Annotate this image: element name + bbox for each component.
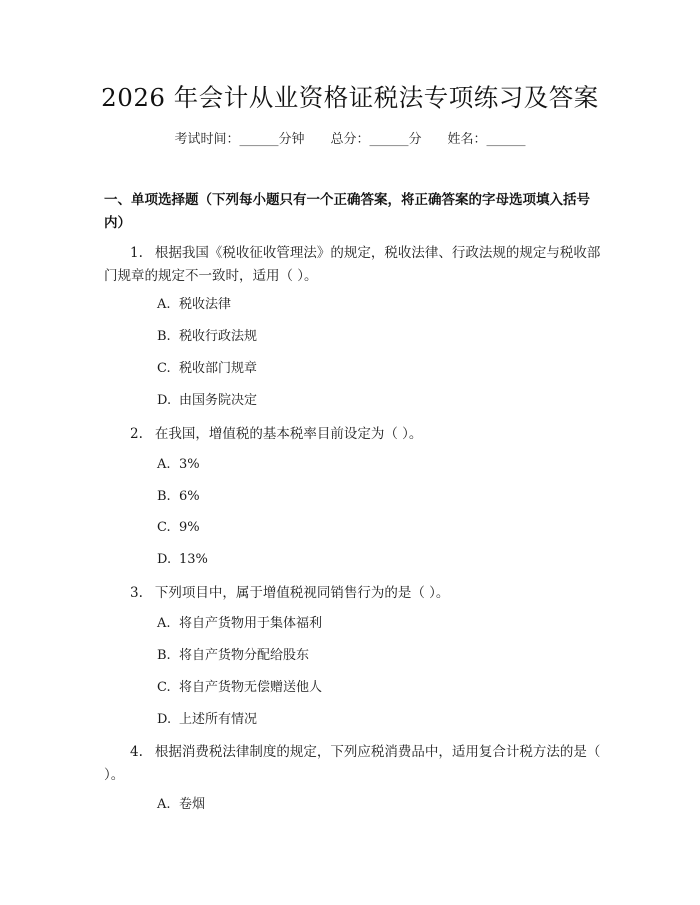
option-text: 税收部门规章 [179, 361, 258, 376]
answer-option [157, 487, 577, 507]
answer-option [157, 391, 577, 411]
option-letter: A. [157, 297, 171, 312]
option-text: 卷烟 [179, 797, 206, 812]
option-text: 将自产货物分配给股东 [179, 648, 310, 663]
option-letter: A. [157, 616, 171, 631]
option-text: 将自产货物无偿赠送他人 [179, 680, 323, 695]
answer-option [157, 646, 577, 666]
option-text: 上述所有情况 [179, 712, 258, 727]
option-text: 税收行政法规 [179, 329, 258, 344]
option-text: 6% [179, 489, 200, 504]
answer-option [157, 327, 577, 347]
answer-option [157, 295, 577, 315]
question-text: 下列项目中，属于增值税视同销售行为的是（ ）。 [154, 585, 450, 601]
option-letter: C. [157, 520, 171, 535]
option-letter: C. [157, 680, 171, 695]
answer-option [157, 710, 577, 730]
option-letter: B. [157, 648, 171, 663]
answer-option [157, 550, 577, 570]
question-text: 在我国，增值税的基本税率目前设定为（ ）。 [154, 426, 423, 442]
answer-option [157, 795, 577, 815]
exam-info [0, 130, 700, 150]
question-text: 根据消费税法律制度的规定，下列应税消费品中，适用复合计税方法的是（ ）。 [104, 744, 601, 783]
question [104, 423, 604, 446]
option-letter: D. [157, 712, 172, 727]
question-number: 3. [130, 585, 143, 601]
option-letter: A. [157, 797, 171, 812]
option-letter: C. [157, 361, 171, 376]
question [104, 242, 604, 288]
option-text: 将自产货物用于集体福利 [179, 616, 323, 631]
question-number: 1. [130, 245, 143, 261]
total-score: 总分：______分 [330, 132, 422, 147]
question [104, 741, 604, 787]
page-title: 2026 年会计从业资格证税法专项练习及答案 [101, 83, 599, 112]
student-name: 姓名：______ [447, 132, 526, 147]
option-letter: D. [157, 393, 172, 408]
exam-time: 考试时间：______分钟 [174, 132, 305, 147]
option-text: 9% [179, 520, 200, 535]
option-letter: B. [157, 489, 171, 504]
option-text: 13% [179, 552, 208, 567]
answer-option [157, 359, 577, 379]
option-letter: A. [157, 457, 171, 472]
question-number: 4. [130, 744, 143, 760]
option-text: 税收法律 [179, 297, 232, 312]
answer-option [157, 455, 577, 475]
option-letter: D. [157, 552, 172, 567]
option-letter: B. [157, 329, 171, 344]
option-text: 3% [179, 457, 200, 472]
answer-option [157, 678, 577, 698]
option-text: 由国务院决定 [179, 393, 258, 408]
answer-option [157, 614, 577, 634]
section-heading: 一、单项选择题（下列每小题只有一个正确答案，将正确答案的字母选项填入括号内） [104, 192, 590, 231]
question [104, 582, 604, 605]
answer-option [157, 518, 577, 538]
question-text: 根据我国《税收征收管理法》的规定，税收法律、行政法规的规定与税收部门规章的规定不一致时，适用（ ）。 [104, 245, 601, 284]
question-number: 2. [130, 426, 143, 442]
